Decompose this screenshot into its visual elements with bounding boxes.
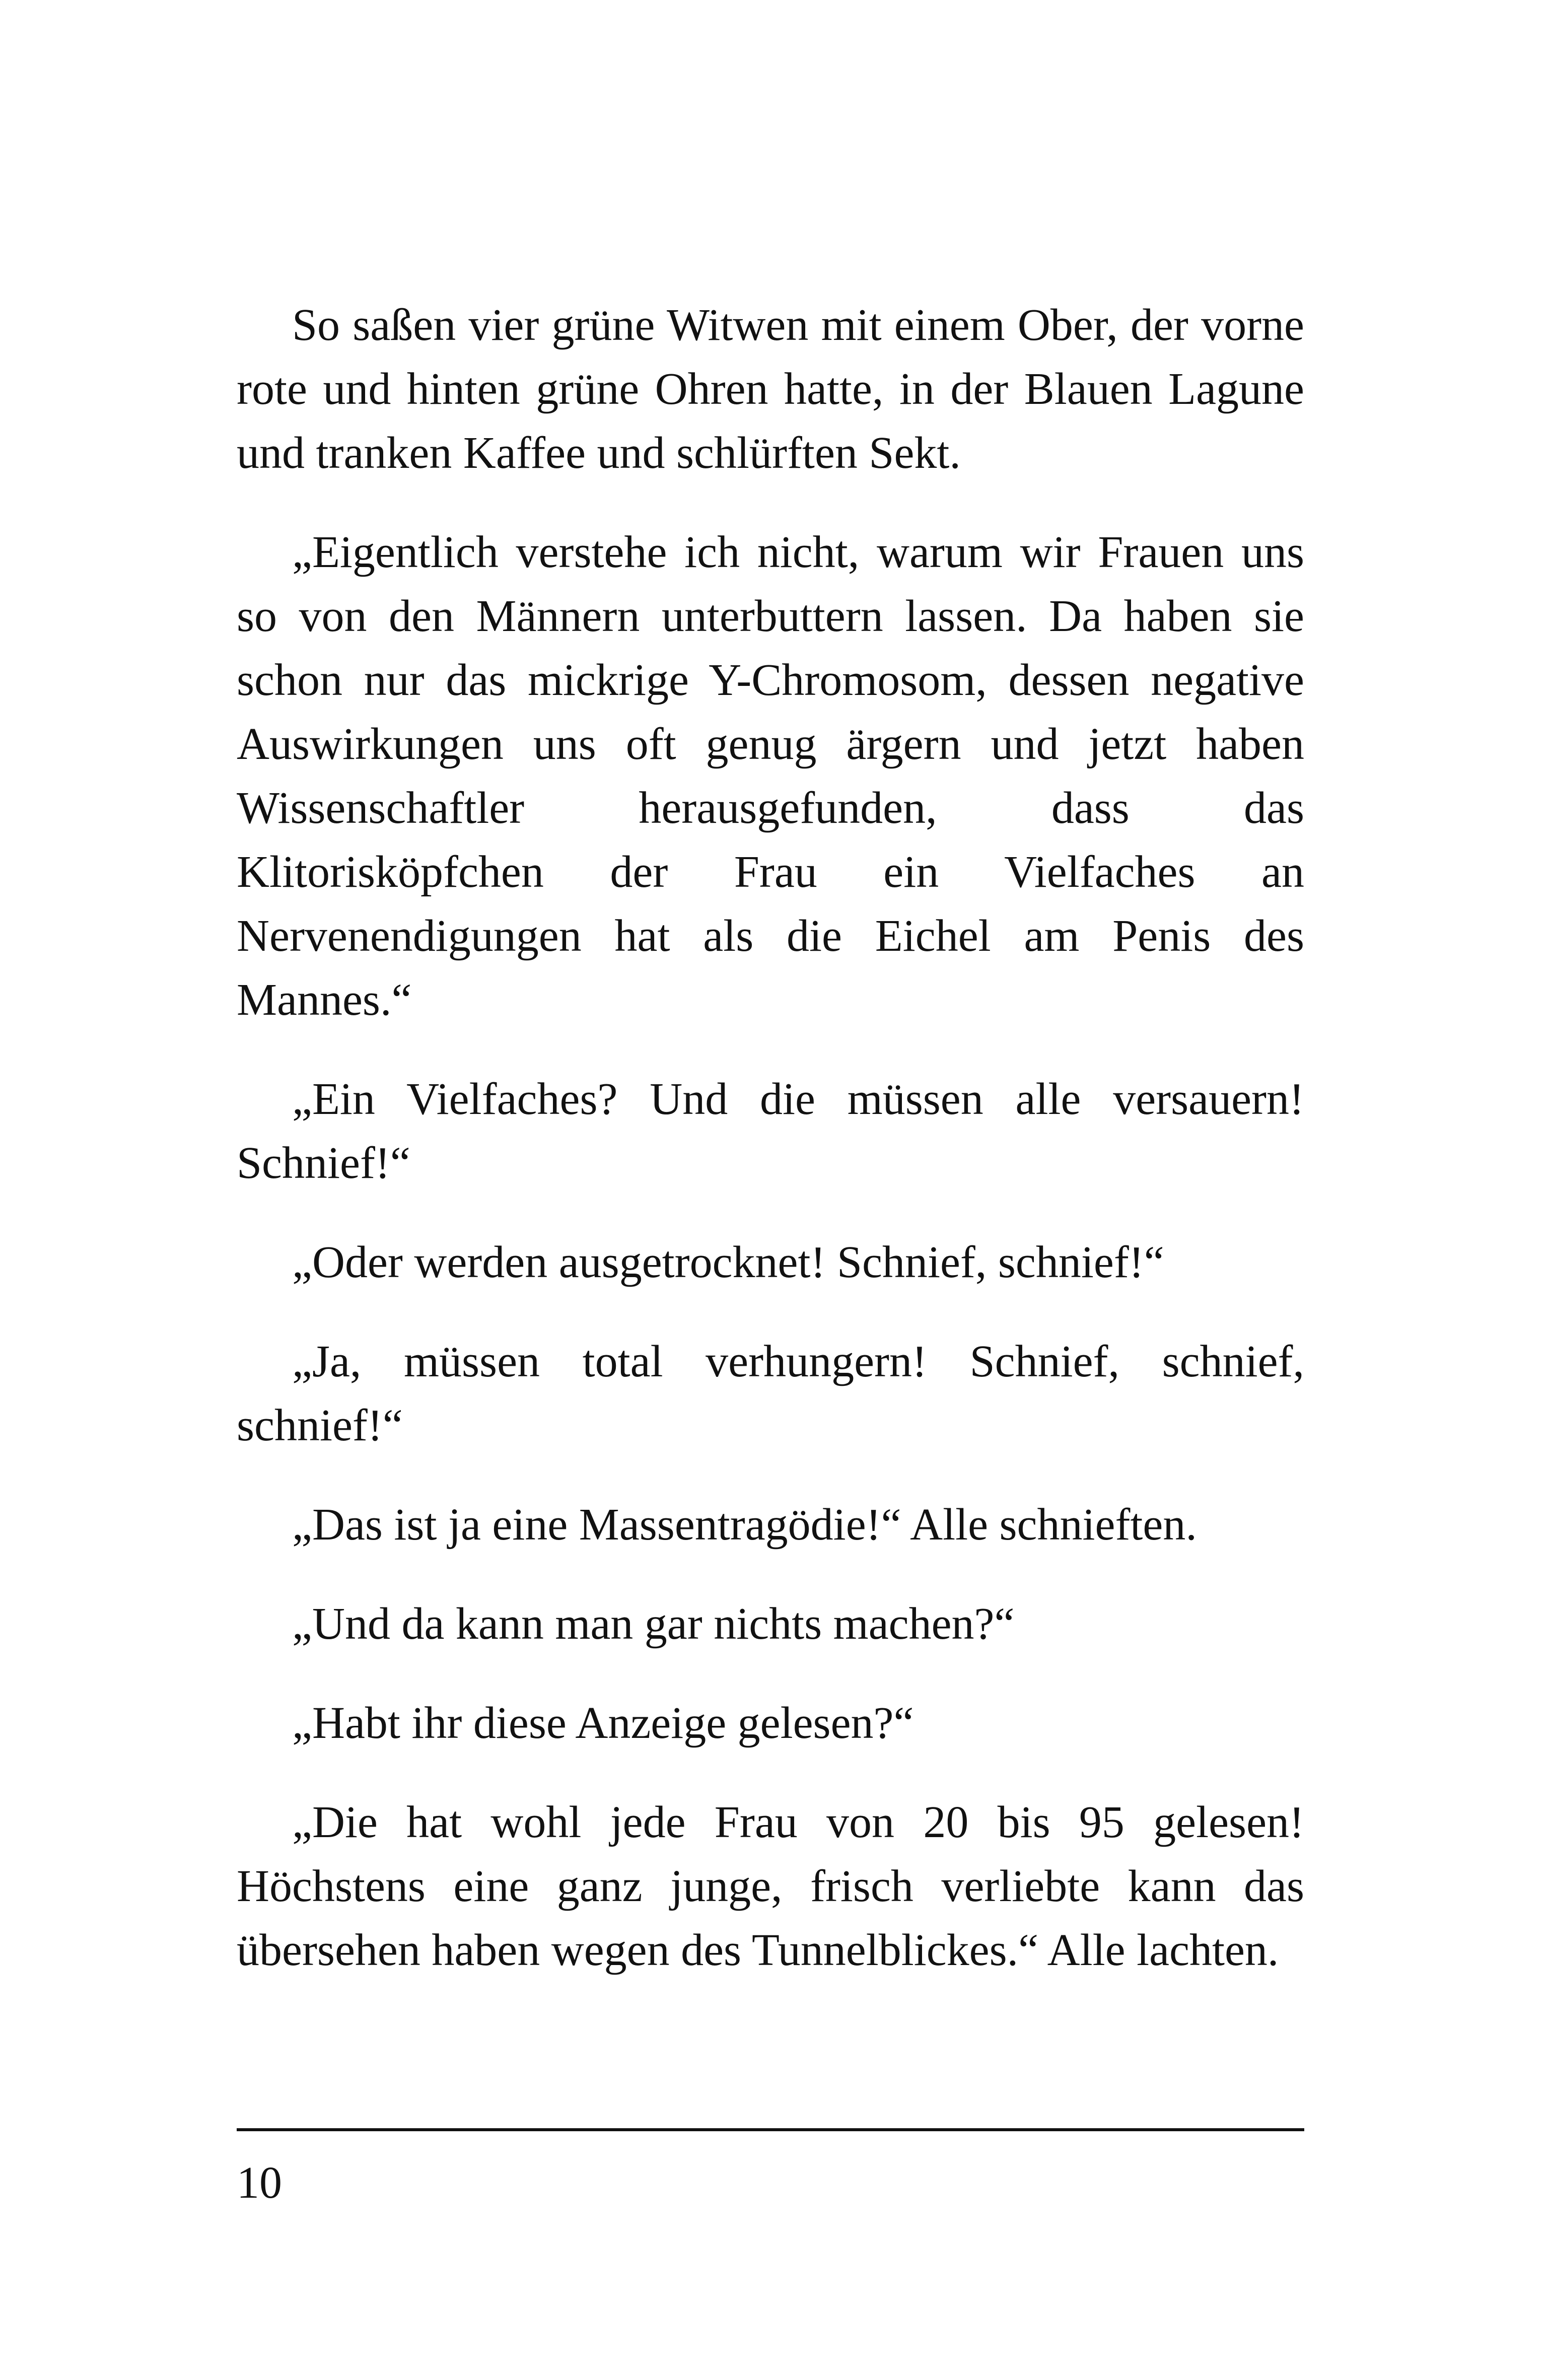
- paragraph-5: „Ja, müssen total verhungern! Schnief, schnief, schnief!“: [237, 1337, 1304, 1450]
- paragraph-3: „Ein Vielfaches? Und die müssen alle versauern! Schnief!“: [237, 1074, 1304, 1188]
- paragraph-1: So saßen vier grüne Witwen mit einem Ober, der vorne rote und hinten grüne Ohren hatte, in der Blauen Lagune und tranken Kaffee und schlürften Sekt.: [237, 300, 1304, 478]
- paragraph-9: „Die hat wohl jede Frau von 20 bis 95 gelesen! Höchstens eine ganz junge, frisch verliebte kann das übersehen haben wegen des Tunnelblickes.“ Alle lachten.: [237, 1797, 1304, 1975]
- paragraph-6: „Das ist ja eine Massentragödie!“ Alle schnieften.: [292, 1500, 1197, 1550]
- paragraph-4: „Oder werden ausgetrocknet! Schnief, schnief!“: [292, 1237, 1164, 1287]
- footer-divider: [237, 2128, 1304, 2131]
- page-body: [237, 293, 1304, 2017]
- paragraph-7: „Und da kann man gar nichts machen?“: [292, 1599, 1015, 1649]
- paragraph-2: „Eigentlich verstehe ich nicht, warum wir Frauen uns so von den Männern unterbuttern lassen. Da haben sie schon nur das mickrige Y-Chromosom, dessen negative Auswirkungen uns oft genug ärgern und jetzt haben Wissenschaftler herausgefunden, dass das Klitorisköpfchen der Frau ein Vielfaches an Nervenendigungen hat als die Eichel am Penis des Mannes.“: [237, 527, 1304, 1025]
- page-number: 10: [237, 2158, 282, 2208]
- paragraph-8: „Habt ihr diese Anzeige gelesen?“: [292, 1698, 914, 1748]
